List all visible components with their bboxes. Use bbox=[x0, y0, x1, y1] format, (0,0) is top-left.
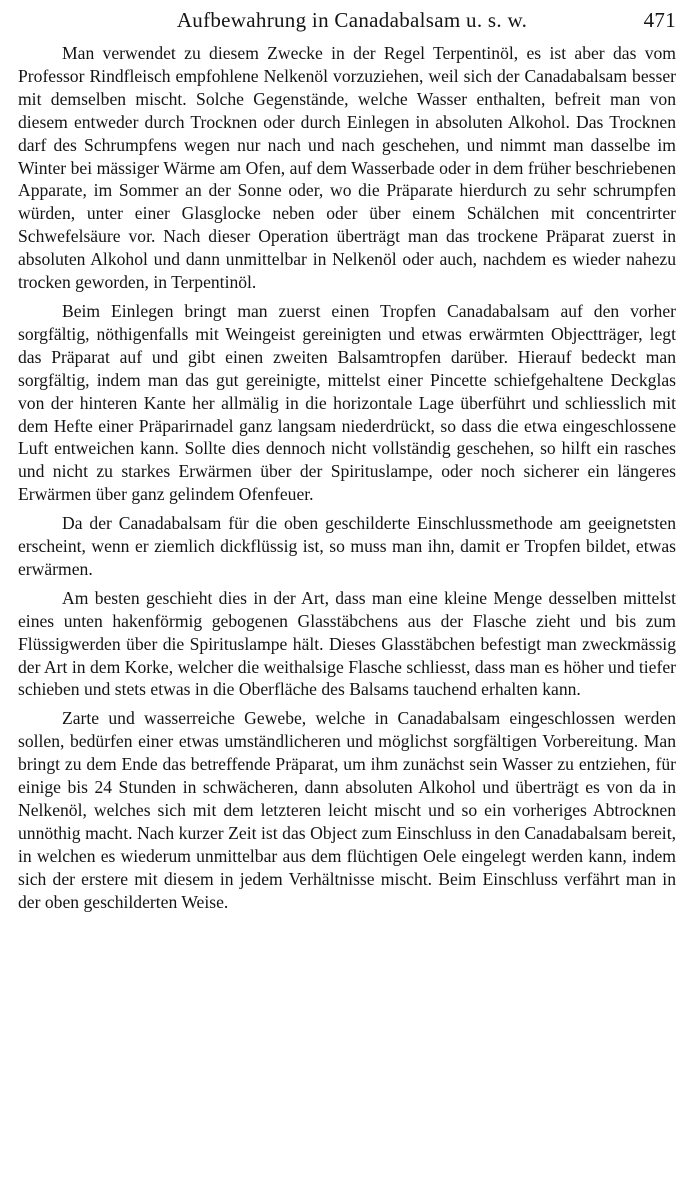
paragraph: Man verwendet zu diesem Zwecke in der Regel Terpentinöl, es ist aber das vom Professor Rindfleisch empfohlene Nelkenöl vorzuziehen, weil sich der Canadabalsam besser mit demselben mischt. Solche Gegenstände, welche Wasser enthalten, befreit man von diesem entweder durch Trocknen oder durch Einlegen in absoluten Alkohol. Das Trocknen darf des Schrumpfens wegen nur nach und nach geschehen, und nimmt man dasselbe im Winter bei mässiger Wärme am Ofen, auf dem Wasserbade oder in dem früher beschriebenen Apparate, im Sommer an der Sonne oder, wo die Präparate hierdurch zu sehr schrumpfen würden, unter einer Glasglocke neben oder über einem Schälchen mit concentrirter Schwefelsäure vor. Nach dieser Operation überträgt man das trockene Präparat zuerst in absoluten Alkohol und dann unmittelbar in Nelkenöl oder auch, nachdem es wieder nahezu trocken geworden, in Terpentinöl. bbox=[18, 43, 676, 293]
running-head bbox=[18, 8, 676, 38]
paragraph: Zarte und wasserreiche Gewebe, welche in Canadabalsam eingeschlossen werden sollen, bedürfen einer etwas umständlicheren und möglichst sorgfältigen Vorbereitung. Man bringt zu dem Ende das betreffende Präparat, um ihm zunächst sein Wasser zu entziehen, für einige bis 24 Stunden in schwächeren, dann absoluten Alkohol und überträgt es von da in Nelkenöl, welches sich mit dem letzteren leicht mischt und so ein vorheriges Abtrocknen unnöthig macht. Nach kurzer Zeit ist das Object zum Einschluss in den Canadabalsam bereit, in welchen es wiederum unmittelbar aus dem flüchtigen Oele eingelegt werden kann, indem sich der erstere mit diesem in jedem Verhältnisse mischt. Beim Einschluss verfährt man in der oben geschilderten Weise. bbox=[18, 708, 676, 912]
paragraph: Am besten geschieht dies in der Art, dass man eine kleine Menge desselben mittelst eines unten hakenförmig gebogenen Glasstäbchens aus der Flasche zieht und bis zum Flüssigwerden über die Spirituslampe hält. Dieses Glasstäbchen befestigt man zweckmässig der Art in dem Korke, welcher die weithalsige Flasche schliesst, dass man es höher und tiefer schieben und stets etwas in die Oberfläche des Balsams tauchend erhalten kann. bbox=[18, 587, 676, 700]
paragraph: Da der Canadabalsam für die oben geschilderte Einschlussmethode am geeignetsten erscheint, wenn er ziemlich dickflüssig ist, so muss man ihn, damit er Tropfen bildet, etwas erwärmen. bbox=[18, 513, 676, 579]
running-head-title: Aufbewahrung in Canadabalsam u. s. w. bbox=[176, 8, 528, 32]
page-number: 471 bbox=[643, 8, 676, 32]
paragraph: Beim Einlegen bringt man zuerst einen Tropfen Canadabalsam auf den vorher sorgfältig, nöthigenfalls mit Weingeist gereinigten und etwas erwärmten Objectträger, legt das Präparat auf und gibt einen zweiten Balsamtropfen darüber. Hierauf bedeckt man sorgfältig, indem man das gut gereinigte, mittelst einer Pincette schiefgehaltene Deckglas von der hinteren Kante her allmälig in die horizontale Lage überführt und schliesslich mit dem Hefte einer Präparirnadel ganz langsam niederdrückt, so dass die etwa eingeschlossene Luft entweichen kann. Sollte dies dennoch nicht vollständig geschehen, so hilft ein rasches und nicht zu starkes Erwärmen über der Spirituslampe, oder noch sicherer ein längeres Erwärmen über ganz gelindem Ofenfeuer. bbox=[18, 300, 676, 505]
body-text bbox=[18, 42, 676, 914]
